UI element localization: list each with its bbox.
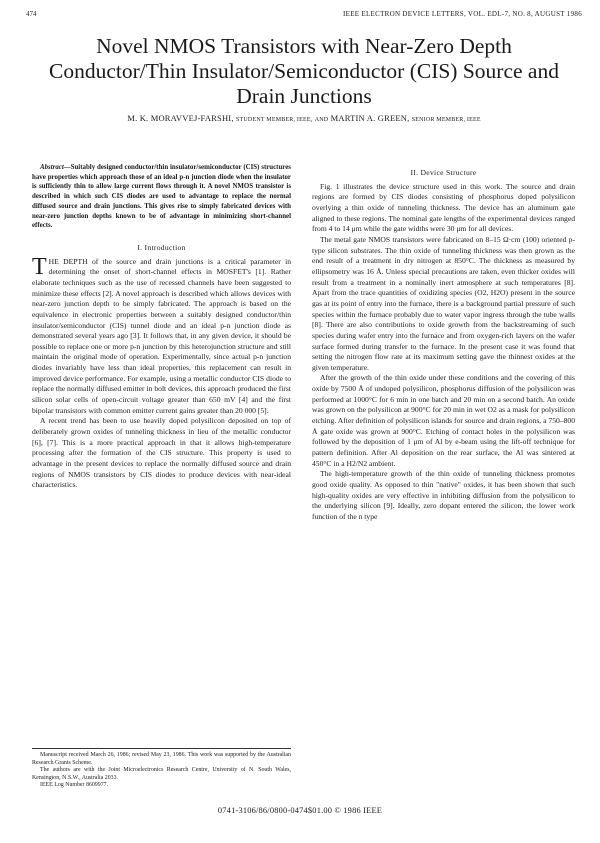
drop-cap: T [32, 253, 47, 280]
intro-paragraph-2: A recent trend has been to use heavily doped polysilicon deposited on top of deliberately grown oxides of tunneling thickness in lieu of the metallic conductor [6], [7]. This is a more practical approach in that it allows high-temperature processing after the formation of the CIS structure. This property is used to advantage in the present devices to replace the normally diffused source and drain regions of NMOS transistors by CIS diodes to produce devices with near-ideal characteristics. [32, 416, 291, 490]
footnote [32, 748, 291, 790]
author-conjunction: AND [314, 117, 329, 123]
structure-paragraph-4: The high-temperature growth of the thin oxide of tunneling thickness promotes good oxide quality. As opposed to thin "native" oxides, it has been shown that such high-quality oxides are very effective in inhibiting diffusion from the polysilicon to the underlying silicon [9]. Ideally, zero dopant entered the silicon, the lower work function of the n type [312, 469, 575, 521]
footnote-affiliation: The authors are with the Joint Microelectronics Research Centre, University of N. South Wales, Kensington, N.S.W., Australia 2033. [32, 767, 291, 781]
footnote-received: Manuscript received March 26, 1986; revised May 23, 1986. This work was supported by the Australian Research Grants Scheme. [32, 752, 291, 766]
copyright-line: 0741-3106/86/0800-0474$01.00 © 1986 IEEE [217, 806, 383, 815]
structure-paragraph-2: The metal gate NMOS transistors were fabricated on 8–15 Ω·cm (100) oriented p-type silicon substrates. The thin oxide of tunneling thickness was then grown as the end result of a treatment in dry nitrogen at 850°C. The thickness as measured by ellipsometry was 16 Å. Unless special precautions are taken, even thicker oxides will result from a treatment in a nominally inert atmosphere at such temperatures [8]. Apart from the trace quantities of oxidizing species (O2, H2O) present in the source gas at its point of entry into the furnace, there is a background partial pressure of such species within the furnace probably due to water vapor ingress through the tube walls [8]. There are also contributions to oxide growth from the backstreaming of such species during wafer entry into the furnace and from oxygen-rich layers on the wafer surface formed during transfer to the furnace. In the present case it was found that setting the nitrogen flow rate at its maximum setting gave the thinnest oxides at the given temperature. [312, 234, 575, 372]
paper-title: Novel NMOS Transistors with Near-Zero Depth Conductor/Thin Insulator/Semiconductor (CIS) Source and Drain Junctions [49, 34, 559, 108]
structure-heading: II. Device Structure [410, 168, 477, 177]
structure-paragraph-3: After the growth of the thin oxide under these conditions and the covering of this oxide by 7500 Å of undoped polysilicon, phosphorus diffusion of the polysilicon was performed at 1000°C for 6 min in one batch and 20 min on a second batch. An oxide was grown on the polysilicon at 900°C for 20 min in wet O2 as a mask for polysilicon etching. After definition of polysilicon islands for source and drain regions, a 750–800 Å gate oxide was grown at 900°C. Etching of contact holes in the polysilicon was followed by the deposition of 1 μm of Al by e-beam using the lift-off technique for pattern definition. After Al deposition on the rear surface, the Al was sintered at 450°C in a H2/N2 ambient. [312, 373, 575, 468]
abstract-label: Abstract [40, 164, 64, 171]
intro-heading: I. Introduction [137, 242, 186, 252]
abstract-text: —Suitably designed conductor/thin insulator/semiconductor (CIS) structures have properties which approach those of an ideal p-n junction diode when the insulator is sufficiently thin to allow large current flows through it. A novel NMOS transistor is described in which such CIS diodes are used to advantage to replace the normal diffused source and drain junctions. This gives rise to simply fabricated devices with near-zero junction depths known to be of advantage in minimizing short-channel effects. [32, 164, 291, 230]
abstract [32, 163, 291, 231]
author-1: M. K. MORAVVEJ-FARSHI, [127, 113, 234, 123]
left-column [32, 163, 291, 491]
intro-paragraph-1 [32, 253, 291, 417]
page-number: 474 [26, 10, 37, 18]
right-column [312, 168, 575, 523]
author-1-role: STUDENT MEMBER, IEEE, [235, 117, 313, 123]
structure-paragraph-1: Fig. 1 illustrates the device structure used in this work. The source and drain regions are formed by CIS diodes consisting of phosphorus doped polysilicon overlying a thin oxide of tunneling thickness. The device has an aluminum gate aligned to these regions. The nominal gate lengths of the experimental devices ranged from 4 to 14 μm while the gate widths were 30 μm for all devices. [312, 181, 575, 234]
footnote-log-number: IEEE Log Number 8609977. [40, 782, 109, 789]
author-2-role: SENIOR MEMBER, IEEE [411, 117, 481, 123]
journal-header: IEEE ELECTRON DEVICE LETTERS, VOL. EDL-7, NO. 8, AUGUST 1986 [343, 10, 582, 18]
author-line [30, 113, 578, 123]
intro-paragraph-1-text: HE DEPTH of the source and drain junctions is a critical parameter in determining the onset of short-channel effects in MOSFET's [1]. Rather elaborate techniques such as the use of recessed channels have been suggested to minimize these effects [2]. A novel approach is described which allows devices with near-zero junction depth to be simply fabricated. The approach is based on the equivalence in electronic properties between a suitably designed conductor/thin insulator/semiconductor (CIS) tunnel diode and an ideal p-n junction diode as demonstrated several years ago [3]. It follows that, in any given device, it should be possible to replace one or more p-n junction by this heterojunction structure and still maintain the original mode of operation. Experimentally, since actual p-n junction diodes invariably have less than ideal properties, this replacement can result in improved device performance. For example, using a metallic conductor CIS diode to replace the normally diffused emitter in bolt devices, this approach produced the first silicon solar cells of open-circuit voltage greater than 650 mV [4] and the first bipolar transistors with common emitter current gains greater than 20 000 [5]. [32, 256, 291, 415]
author-2: MARTIN A. GREEN, [330, 113, 410, 123]
